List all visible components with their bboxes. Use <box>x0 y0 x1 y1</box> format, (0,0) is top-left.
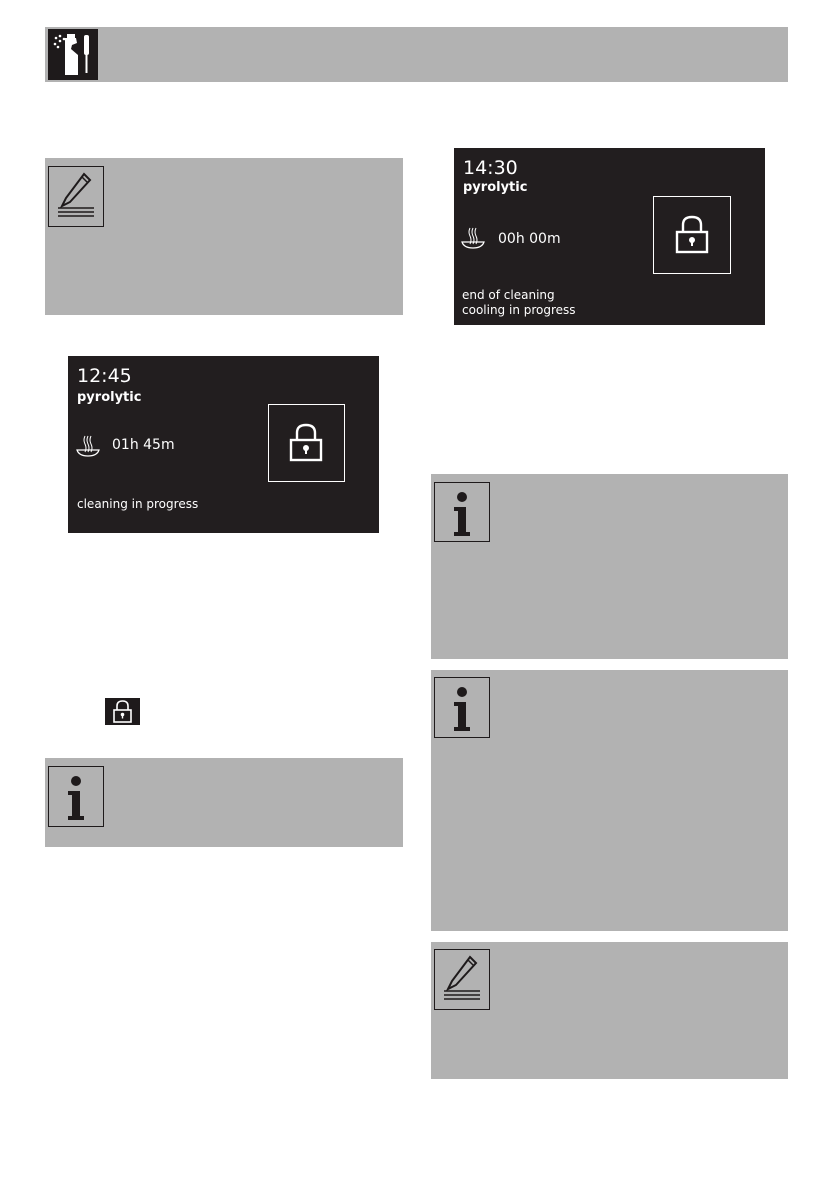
info-icon <box>48 766 104 827</box>
display-status-line: end of cleaning <box>462 288 555 302</box>
padlock-icon <box>675 214 709 254</box>
display-mode: pyrolytic <box>463 180 528 195</box>
display-duration: 01h 45m <box>112 437 175 453</box>
padlock-icon <box>289 422 323 462</box>
heat-dish-icon <box>460 226 486 250</box>
display-time: 12:45 <box>77 365 132 387</box>
section-header-bar <box>45 27 788 82</box>
oven-display <box>68 356 379 533</box>
display-mode: pyrolytic <box>77 390 142 405</box>
lock-indicator <box>653 196 731 274</box>
display-status-line: cleaning in progress <box>77 497 199 511</box>
lock-indicator <box>268 404 345 482</box>
info-icon <box>434 677 490 738</box>
pencil-note-icon <box>434 949 490 1010</box>
info-icon <box>434 482 490 542</box>
display-status-line: cooling in progress <box>462 303 576 317</box>
padlock-icon <box>105 698 140 725</box>
pencil-note-icon <box>48 166 104 227</box>
display-duration: 00h 00m <box>498 231 561 247</box>
heat-dish-icon <box>75 434 101 458</box>
oven-display <box>454 148 765 325</box>
cleaning-tools-icon <box>48 29 98 80</box>
display-time: 14:30 <box>463 157 518 179</box>
